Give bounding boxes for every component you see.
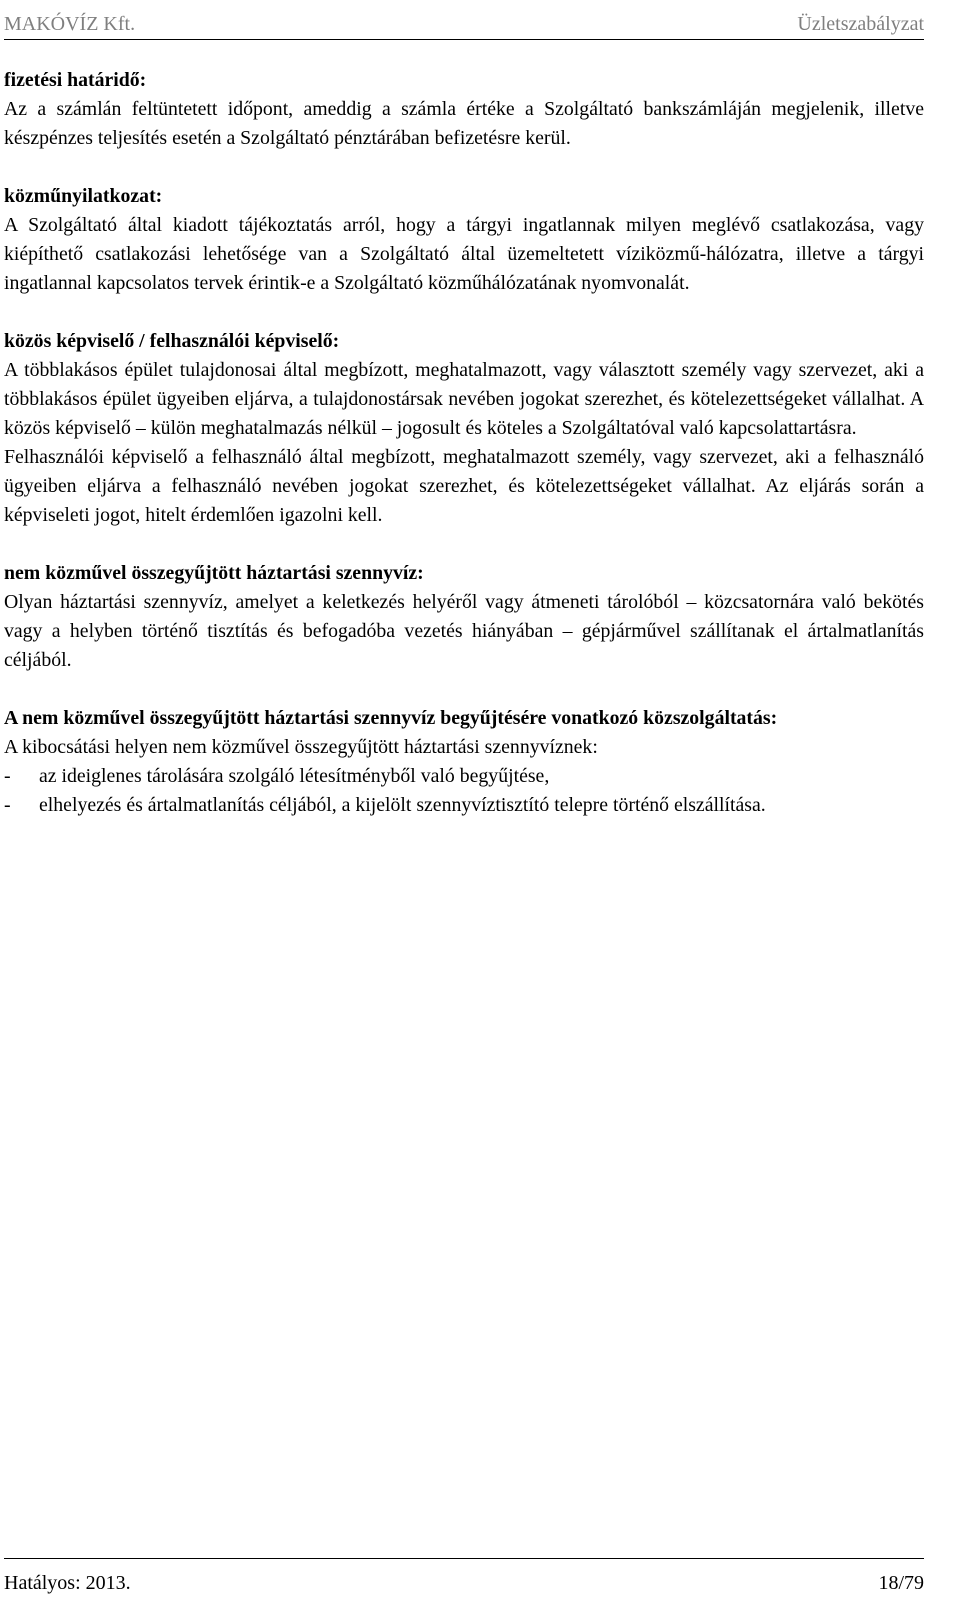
effective-date: Hatályos: 2013. — [4, 1572, 131, 1594]
definition-text: A többlakásos épület tulajdonosai által megbízott, meghatalmazott, vagy választott személy vagy szervezet, aki a többlakásos épület ügyeiben eljárva, a tulajdonostársak nevében jogokat szerezhet, és kötelezettségeket vállalhat. A közös képviselő – külön meghatalmazás nélkül – jogosult és köteles a Szolgáltatóval való kapcsolattartásra. — [4, 359, 924, 439]
term-heading: közös képviselő / felhasználói képviselő: — [4, 330, 340, 352]
term-heading: fizetési határidő: — [4, 69, 147, 91]
definition-text: A kibocsátási helyen nem közművel összegyűjtött háztartási szennyvíznek: — [4, 736, 598, 758]
list-item-text: elhelyezés és ártalmatlanítás céljából, a kijelölt szennyvíztisztító telepre történő elszállítása. — [39, 794, 766, 816]
definition-text: Felhasználói képviselő a felhasználó által megbízott, meghatalmazott személy, vagy szervezet, aki a felhasználó ügyeiben eljárva a felhasználó nevében jogokat szerezhet, és kötelezettségeket vállalhat. Az eljárás során a képviseleti jogot, hitelt érdemlően igazolni kell. — [4, 446, 924, 526]
definition-utility-statement — [4, 182, 924, 298]
page-number: 18/79 — [878, 1572, 924, 1594]
definition-collection-service — [4, 704, 924, 820]
page-footer — [4, 1558, 924, 1595]
list-dash: - — [4, 765, 11, 787]
document-body — [4, 66, 924, 849]
document-title: Üzletszabályzat — [797, 13, 924, 35]
list-item — [4, 762, 924, 791]
term-heading: nem közművel összegyűjtött háztartási szennyvíz: — [4, 562, 424, 584]
definition-household-wastewater — [4, 559, 924, 675]
definition-text: A Szolgáltató által kiadott tájékoztatás arról, hogy a tárgyi ingatlannak milyen meglévő csatlakozása, vagy kiépíthető csatlakozási lehetősége van a Szolgáltató által üzemeltetett víziközmű-hálózatra, illetve a tárgyi ingatlannal kapcsolatos tervek érintik-e a Szolgáltató közműhálózatának nyomvonalát. — [4, 214, 924, 294]
term-heading: A nem közművel összegyűjtött háztartási szennyvíz begyűjtésére vonatkozó közszolgáltatás: — [4, 707, 778, 729]
list-item — [4, 791, 924, 820]
company-name: MAKÓVÍZ Kft. — [4, 13, 136, 35]
term-heading: közműnyilatkozat: — [4, 185, 163, 207]
definition-text: Az a számlán feltüntetett időpont, ameddig a számla értéke a Szolgáltató bankszámláján megjelenik, illetve készpénzes teljesítés esetén a Szolgáltató pénztárában befizetésre kerül. — [4, 98, 924, 149]
list-dash: - — [4, 794, 11, 816]
service-list — [4, 762, 924, 820]
page-header — [4, 2, 924, 40]
list-item-text: az ideiglenes tárolására szolgáló létesítményből való begyűjtése, — [39, 765, 550, 787]
definition-representative — [4, 327, 924, 530]
definition-text: Olyan háztartási szennyvíz, amelyet a keletkezés helyéről vagy átmeneti tárolóból – közcsatornára való bekötés vagy a helyben történő tisztítás és befogadóba vezetés hiányában – gépjárművel szállítanak el ártalmatlanítás céljából. — [4, 591, 924, 671]
definition-payment-deadline — [4, 66, 924, 153]
